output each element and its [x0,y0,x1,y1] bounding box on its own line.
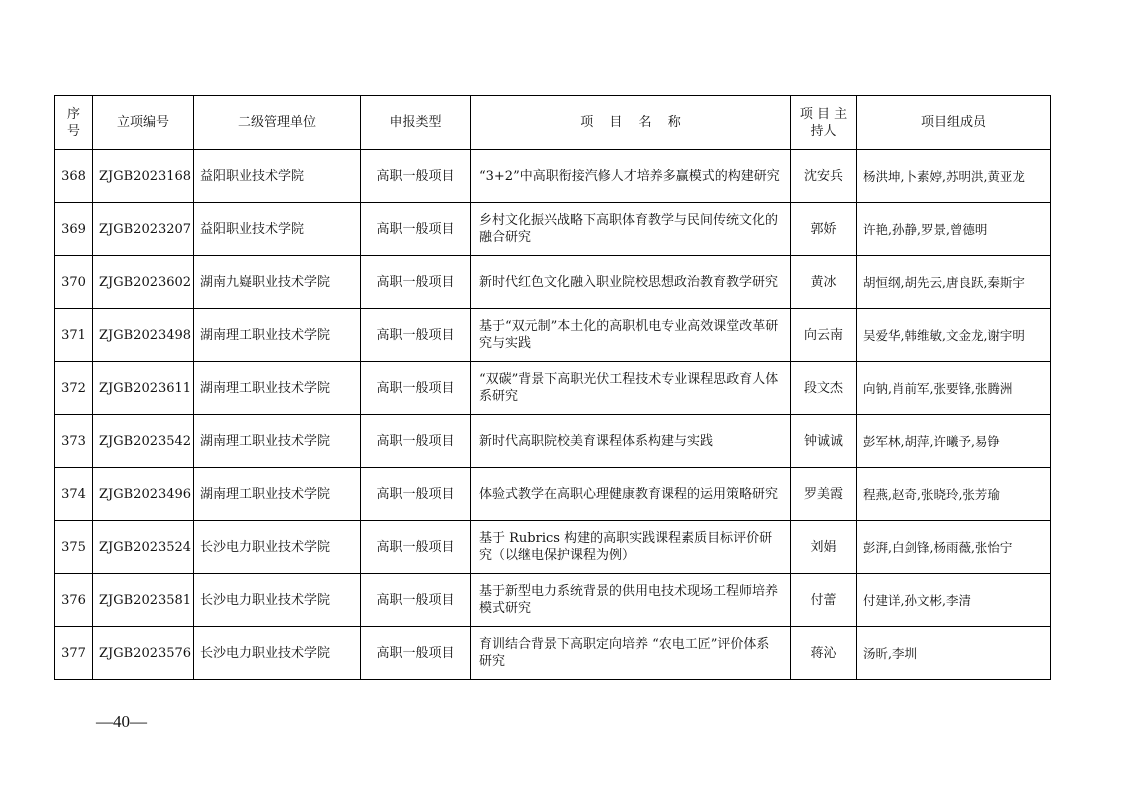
table-row [55,468,1051,521]
row-unit: 湖南九嶷职业技术学院 [194,256,361,309]
row-code: ZJGB2023581 [93,574,194,627]
row-type: 高职一般项目 [361,362,471,415]
page-number: —40— [96,712,147,731]
row-host: 向云南 [791,309,857,362]
row-members: 吴爱华,韩维敏,文金龙,谢宇明 [857,309,1051,362]
row-unit: 湖南理工职业技术学院 [194,309,361,362]
row-members: 汤昕,李圳 [857,627,1051,680]
row-project-name: “双碳”背景下高职光伏工程技术专业课程思政育人体系研究 [471,362,791,415]
header-host: 项 目 主持人 [791,96,857,150]
table-row [55,362,1051,415]
row-project-name: 基于“双元制”本土化的高职机电专业高效课堂改革研究与实践 [471,309,791,362]
header-type: 申报类型 [361,96,471,150]
row-unit: 湖南理工职业技术学院 [194,415,361,468]
row-host: 沈安兵 [791,150,857,203]
row-type: 高职一般项目 [361,521,471,574]
header-members: 项目组成员 [857,96,1051,150]
row-code: ZJGB2023576 [93,627,194,680]
row-unit: 湖南理工职业技术学院 [194,362,361,415]
row-code: ZJGB2023168 [93,150,194,203]
row-project-name: 育训结合背景下高职定向培养 “农电工匠”评价体系研究 [471,627,791,680]
header-name: 项 目 名 称 [471,96,791,150]
row-type: 高职一般项目 [361,150,471,203]
row-seq: 369 [55,203,93,256]
table-row [55,256,1051,309]
row-host: 刘娟 [791,521,857,574]
header-code: 立项编号 [93,96,194,150]
row-seq: 371 [55,309,93,362]
row-project-name: 新时代高职院校美育课程体系构建与实践 [471,415,791,468]
header-seq: 序号 [55,96,93,150]
row-members: 许艳,孙静,罗景,曾德明 [857,203,1051,256]
row-unit: 长沙电力职业技术学院 [194,574,361,627]
row-unit: 湖南理工职业技术学院 [194,468,361,521]
row-members: 彭军林,胡萍,许曦予,易铮 [857,415,1051,468]
table-row [55,415,1051,468]
row-seq: 372 [55,362,93,415]
row-code: ZJGB2023602 [93,256,194,309]
table-row [55,521,1051,574]
row-code: ZJGB2023207 [93,203,194,256]
row-members: 彭湃,白剑锋,杨雨薇,张怡宁 [857,521,1051,574]
table-row [55,150,1051,203]
row-type: 高职一般项目 [361,574,471,627]
row-type: 高职一般项目 [361,203,471,256]
row-members: 杨洪坤,卜素婷,苏明洪,黄亚龙 [857,150,1051,203]
row-type: 高职一般项目 [361,415,471,468]
row-seq: 370 [55,256,93,309]
row-type: 高职一般项目 [361,309,471,362]
row-seq: 374 [55,468,93,521]
row-seq: 368 [55,150,93,203]
header-unit: 二级管理单位 [194,96,361,150]
row-project-name: 基于 Rubrics 构建的高职实践课程素质目标评价研究（以继电保护课程为例） [471,521,791,574]
row-members: 胡恒纲,胡先云,唐良跃,秦斯宇 [857,256,1051,309]
table-row [55,574,1051,627]
row-members: 程燕,赵奇,张晓玲,张芳瑜 [857,468,1051,521]
row-project-name: 新时代红色文化融入职业院校思想政治教育教学研究 [471,256,791,309]
row-seq: 375 [55,521,93,574]
row-code: ZJGB2023496 [93,468,194,521]
row-code: ZJGB2023524 [93,521,194,574]
row-members: 向钠,肖前军,张要锋,张腾洲 [857,362,1051,415]
row-members: 付建详,孙文彬,李清 [857,574,1051,627]
table-header-row [55,96,1051,150]
row-code: ZJGB2023542 [93,415,194,468]
table-row [55,203,1051,256]
row-seq: 376 [55,574,93,627]
row-unit: 益阳职业技术学院 [194,203,361,256]
row-type: 高职一般项目 [361,256,471,309]
row-seq: 373 [55,415,93,468]
row-host: 付蕾 [791,574,857,627]
row-unit: 长沙电力职业技术学院 [194,521,361,574]
row-host: 郭娇 [791,203,857,256]
row-project-name: “3+2”中高职衔接汽修人才培养多赢模式的构建研究 [471,150,791,203]
row-host: 蒋沁 [791,627,857,680]
table-row [55,309,1051,362]
row-code: ZJGB2023498 [93,309,194,362]
row-project-name: 体验式教学在高职心理健康教育课程的运用策略研究 [471,468,791,521]
row-seq: 377 [55,627,93,680]
row-unit: 长沙电力职业技术学院 [194,627,361,680]
row-code: ZJGB2023611 [93,362,194,415]
row-host: 黄冰 [791,256,857,309]
row-project-name: 基于新型电力系统背景的供用电技术现场工程师培养模式研究 [471,574,791,627]
row-type: 高职一般项目 [361,627,471,680]
row-unit: 益阳职业技术学院 [194,150,361,203]
row-type: 高职一般项目 [361,468,471,521]
table-row [55,627,1051,680]
row-host: 段文杰 [791,362,857,415]
row-host: 罗美霞 [791,468,857,521]
row-host: 钟诚诚 [791,415,857,468]
project-table [54,95,1051,680]
row-project-name: 乡村文化振兴战略下高职体育教学与民间传统文化的融合研究 [471,203,791,256]
